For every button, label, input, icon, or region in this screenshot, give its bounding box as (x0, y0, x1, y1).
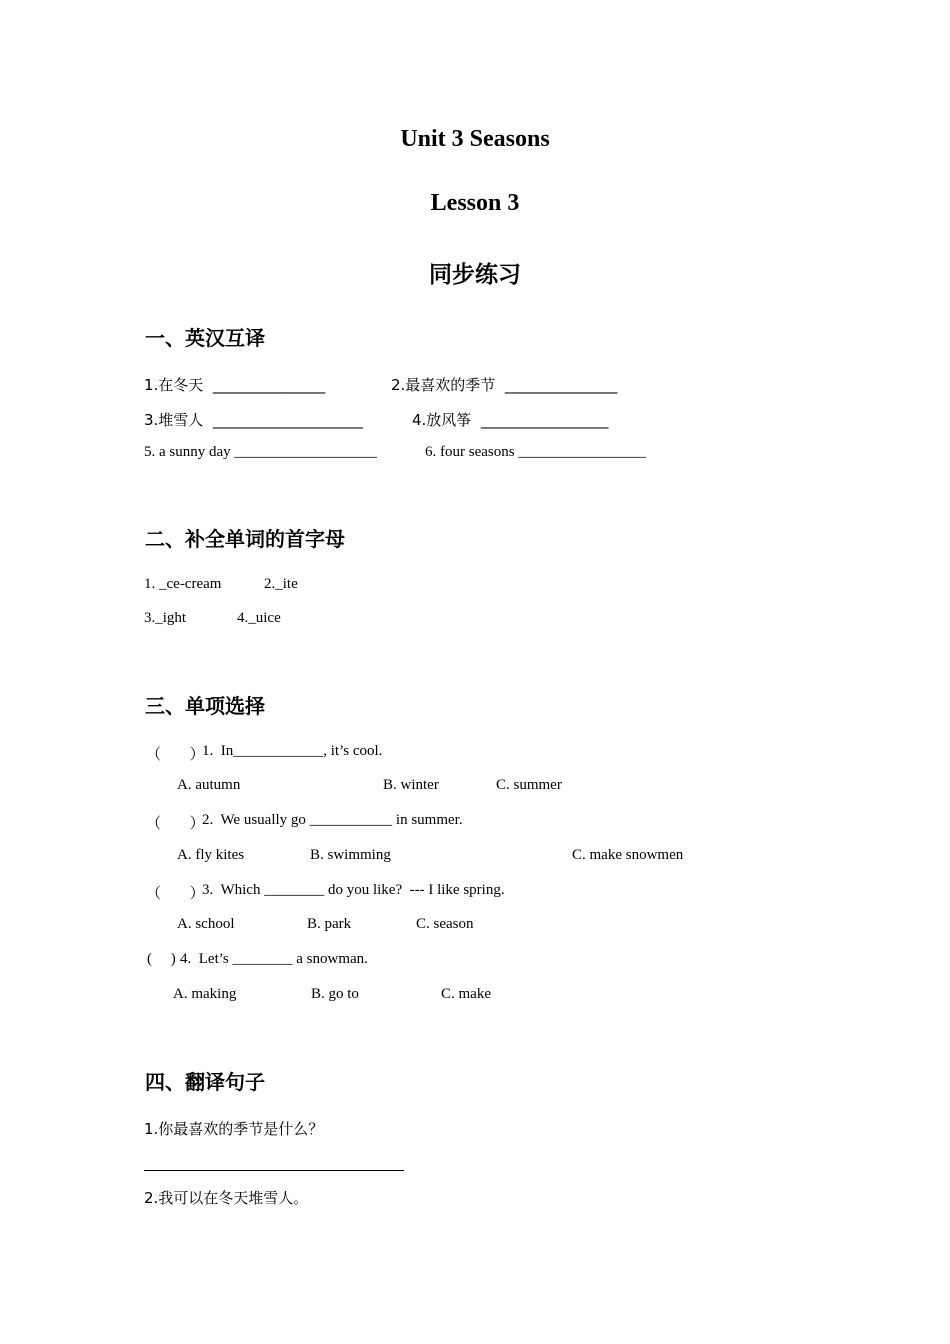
part1-item-4: 4.放风筝 _________________ (412, 411, 609, 429)
q3-option-c: C. season (416, 916, 474, 932)
part2-item-2: 2._ite (264, 576, 298, 592)
answer-line (144, 1170, 404, 1171)
section-heading-translate: 一、英汉互译 (145, 326, 265, 350)
q4-text: 4. Let’s ________ a snowman. (180, 951, 368, 967)
q2-option-b: B. swimming (310, 847, 391, 863)
section-heading-sentences: 四、翻译句子 (145, 1070, 265, 1094)
q1-option-b: B. winter (383, 777, 439, 793)
q4-bracket: ( ) (147, 951, 176, 967)
q1-option-c: C. summer (496, 777, 562, 793)
q1-text: 1. In____________, it’s cool. (202, 743, 383, 759)
q1-bracket: （ ） (146, 745, 205, 763)
q4-option-b: B. go to (311, 986, 359, 1002)
q2-option-c: C. make snowmen (572, 847, 684, 863)
q2-bracket: （ ） (146, 814, 205, 832)
part1-item-2: 2.最喜欢的季节 _______________ (391, 376, 618, 394)
part1-item-5: 5. a sunny day ___________________ (144, 444, 377, 460)
part1-item-6: 6. four seasons _________________ (425, 444, 646, 460)
q4-option-a: A. making (173, 986, 237, 1002)
lesson-title: Lesson 3 (430, 190, 520, 216)
q3-option-b: B. park (307, 916, 352, 932)
q2-text: 2. We usually go ___________ in summer. (202, 812, 463, 828)
q3-option-a: A. school (177, 916, 235, 932)
q2-option-a: A. fly kites (177, 847, 245, 863)
part1-item-1: 1.在冬天 _______________ (144, 376, 326, 394)
q3-text: 3. Which ________ do you like? --- I like spring. (202, 882, 505, 898)
q3-bracket: （ ） (146, 884, 205, 902)
section-heading-choice: 三、单项选择 (145, 694, 265, 718)
section-heading-letters: 二、补全单词的首字母 (145, 527, 345, 551)
part4-item-1: 1.你最喜欢的季节是什么？ (144, 1120, 324, 1138)
part4-item-2: 2.我可以在冬天堆雪人。 (144, 1189, 309, 1207)
unit-title: Unit 3 Seasons (400, 126, 550, 152)
part1-item-3: 3.堆雪人 ____________________ (144, 411, 363, 429)
q1-option-a: A. autumn (177, 777, 241, 793)
part2-item-3: 3._ight (144, 610, 187, 626)
part2-item-1: 1. _ce-cream (144, 576, 222, 592)
part2-item-4: 4._uice (237, 610, 281, 626)
q4-option-c: C. make (441, 986, 491, 1002)
page-subtitle: 同步练习 (429, 262, 521, 288)
